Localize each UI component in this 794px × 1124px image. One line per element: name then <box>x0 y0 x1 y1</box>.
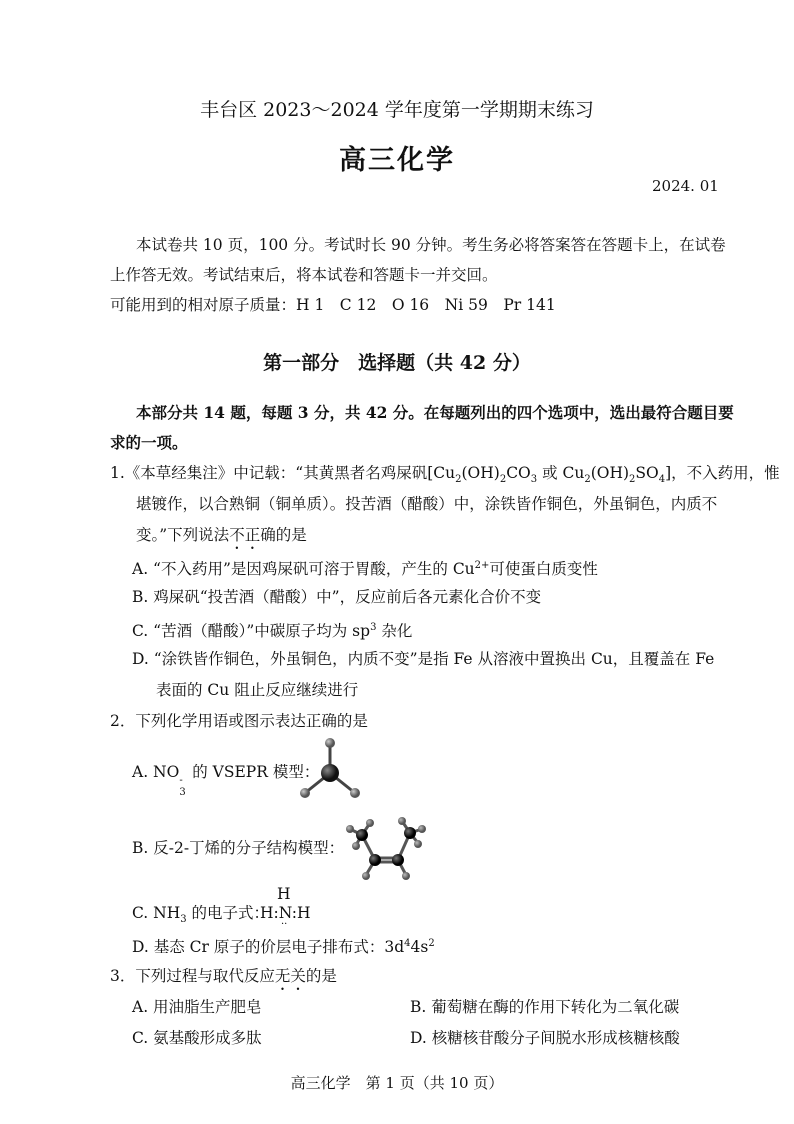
page-footer: 高三化学 第 1 页（共 10 页） <box>290 1074 504 1092</box>
subject-title: 高三化学 <box>339 145 455 176</box>
q3-option-d: D. 核糖核苷酸分子间脱水形成核糖核酸 <box>410 1029 680 1047</box>
atomic-masses: 可能用到的相对原子质量：H 1 C 12 O 16 Ni 59 Pr 141 <box>110 296 556 314</box>
q2-stem: 2．下列化学用语或图示表达正确的是 <box>110 712 368 730</box>
q2-option-b: B. 反-2-丁烯的分子结构模型： <box>132 839 345 857</box>
q2-option-c: C. $NH_3$ 的电子式： <box>132 904 270 926</box>
section-desc-line-2: 求的一项。 <box>110 433 188 452</box>
q1-stem-line-1: 1.《本草经集注》中记载：“其黄黑者名鸡屎矾[$Cu_2(OH)_2CO_3$ 或 $Cu_2(OH)_2SO_4$]，不入药用，惟 <box>110 464 780 486</box>
ammonia-lewis-formula: H:N:H <box>260 904 311 922</box>
trans-2-butene-model-icon <box>340 815 430 887</box>
q3-option-a: A. 用油脂生产肥皂 <box>132 998 262 1016</box>
section-desc-line-1: 本部分共 14 题，每题 3 分，共 42 分。在每题列出的四个选项中，选出最符合题目要 <box>136 403 734 422</box>
q1-option-d-line-1: D. “涂铁皆作铜色，外虽铜色，内质不变”是指 Fe 从溶液中置换出 Cu，且覆盖在 Fe <box>132 650 715 668</box>
exam-title: 丰台区 2023～2024 学年度第一学期期末练习 <box>200 99 594 121</box>
section-title: 第一部分 选择题（共 42 分） <box>263 352 531 374</box>
q1-stem-line-3: 变。”下列说法不正确的是 <box>136 526 307 544</box>
q1-option-b: B. 鸡屎矾“投苦酒（醋酸）中”，反应前后各元素化合价不变 <box>132 588 542 606</box>
q3-option-c: C. 氨基酸形成多肽 <box>132 1029 262 1047</box>
q1-option-c: C. “苦酒（醋酸）”中碳原子均为 $sp^3$ 杂化 <box>132 622 413 641</box>
q1-stem-line-2: 堪镀作，以合熟铜（铜单质）。投苦酒（醋酸）中，涂铁皆作铜色，外虽铜色，内质不 <box>136 495 718 513</box>
exam-date: 2024. 01 <box>652 177 719 195</box>
ammonia-lewis-top-h: H <box>277 885 291 903</box>
q3-option-b: B. 葡萄糖在酶的作用下转化为二氧化碳 <box>410 998 680 1016</box>
q2-option-a: A. NO - 3 的 VSEPR 模型： <box>132 763 320 798</box>
q2-option-d: D. 基态 Cr 原子的价层电子排布式：$3d^44s^2$ <box>132 938 435 957</box>
q3-stem: 3．下列过程与取代反应无关的是 <box>110 967 337 985</box>
instructions-line-1: 本试卷共 10 页，100 分。考试时长 90 分钟。考生务必将答案答在答题卡上，在试卷 <box>136 236 726 254</box>
q1-option-a: A. “不入药用”是因鸡屎矾可溶于胃酸，产生的 $Cu^{2+}$可使蛋白质变性 <box>132 560 598 579</box>
lone-pair-dots-icon: ·· <box>281 919 288 930</box>
nitrate-vsepr-model-icon <box>290 735 370 805</box>
q1-option-d-line-2: 表面的 Cu 阻止反应继续进行 <box>156 681 359 699</box>
instructions-line-2: 上作答无效。考试结束后，将本试卷和答题卡一并交回。 <box>110 266 498 284</box>
